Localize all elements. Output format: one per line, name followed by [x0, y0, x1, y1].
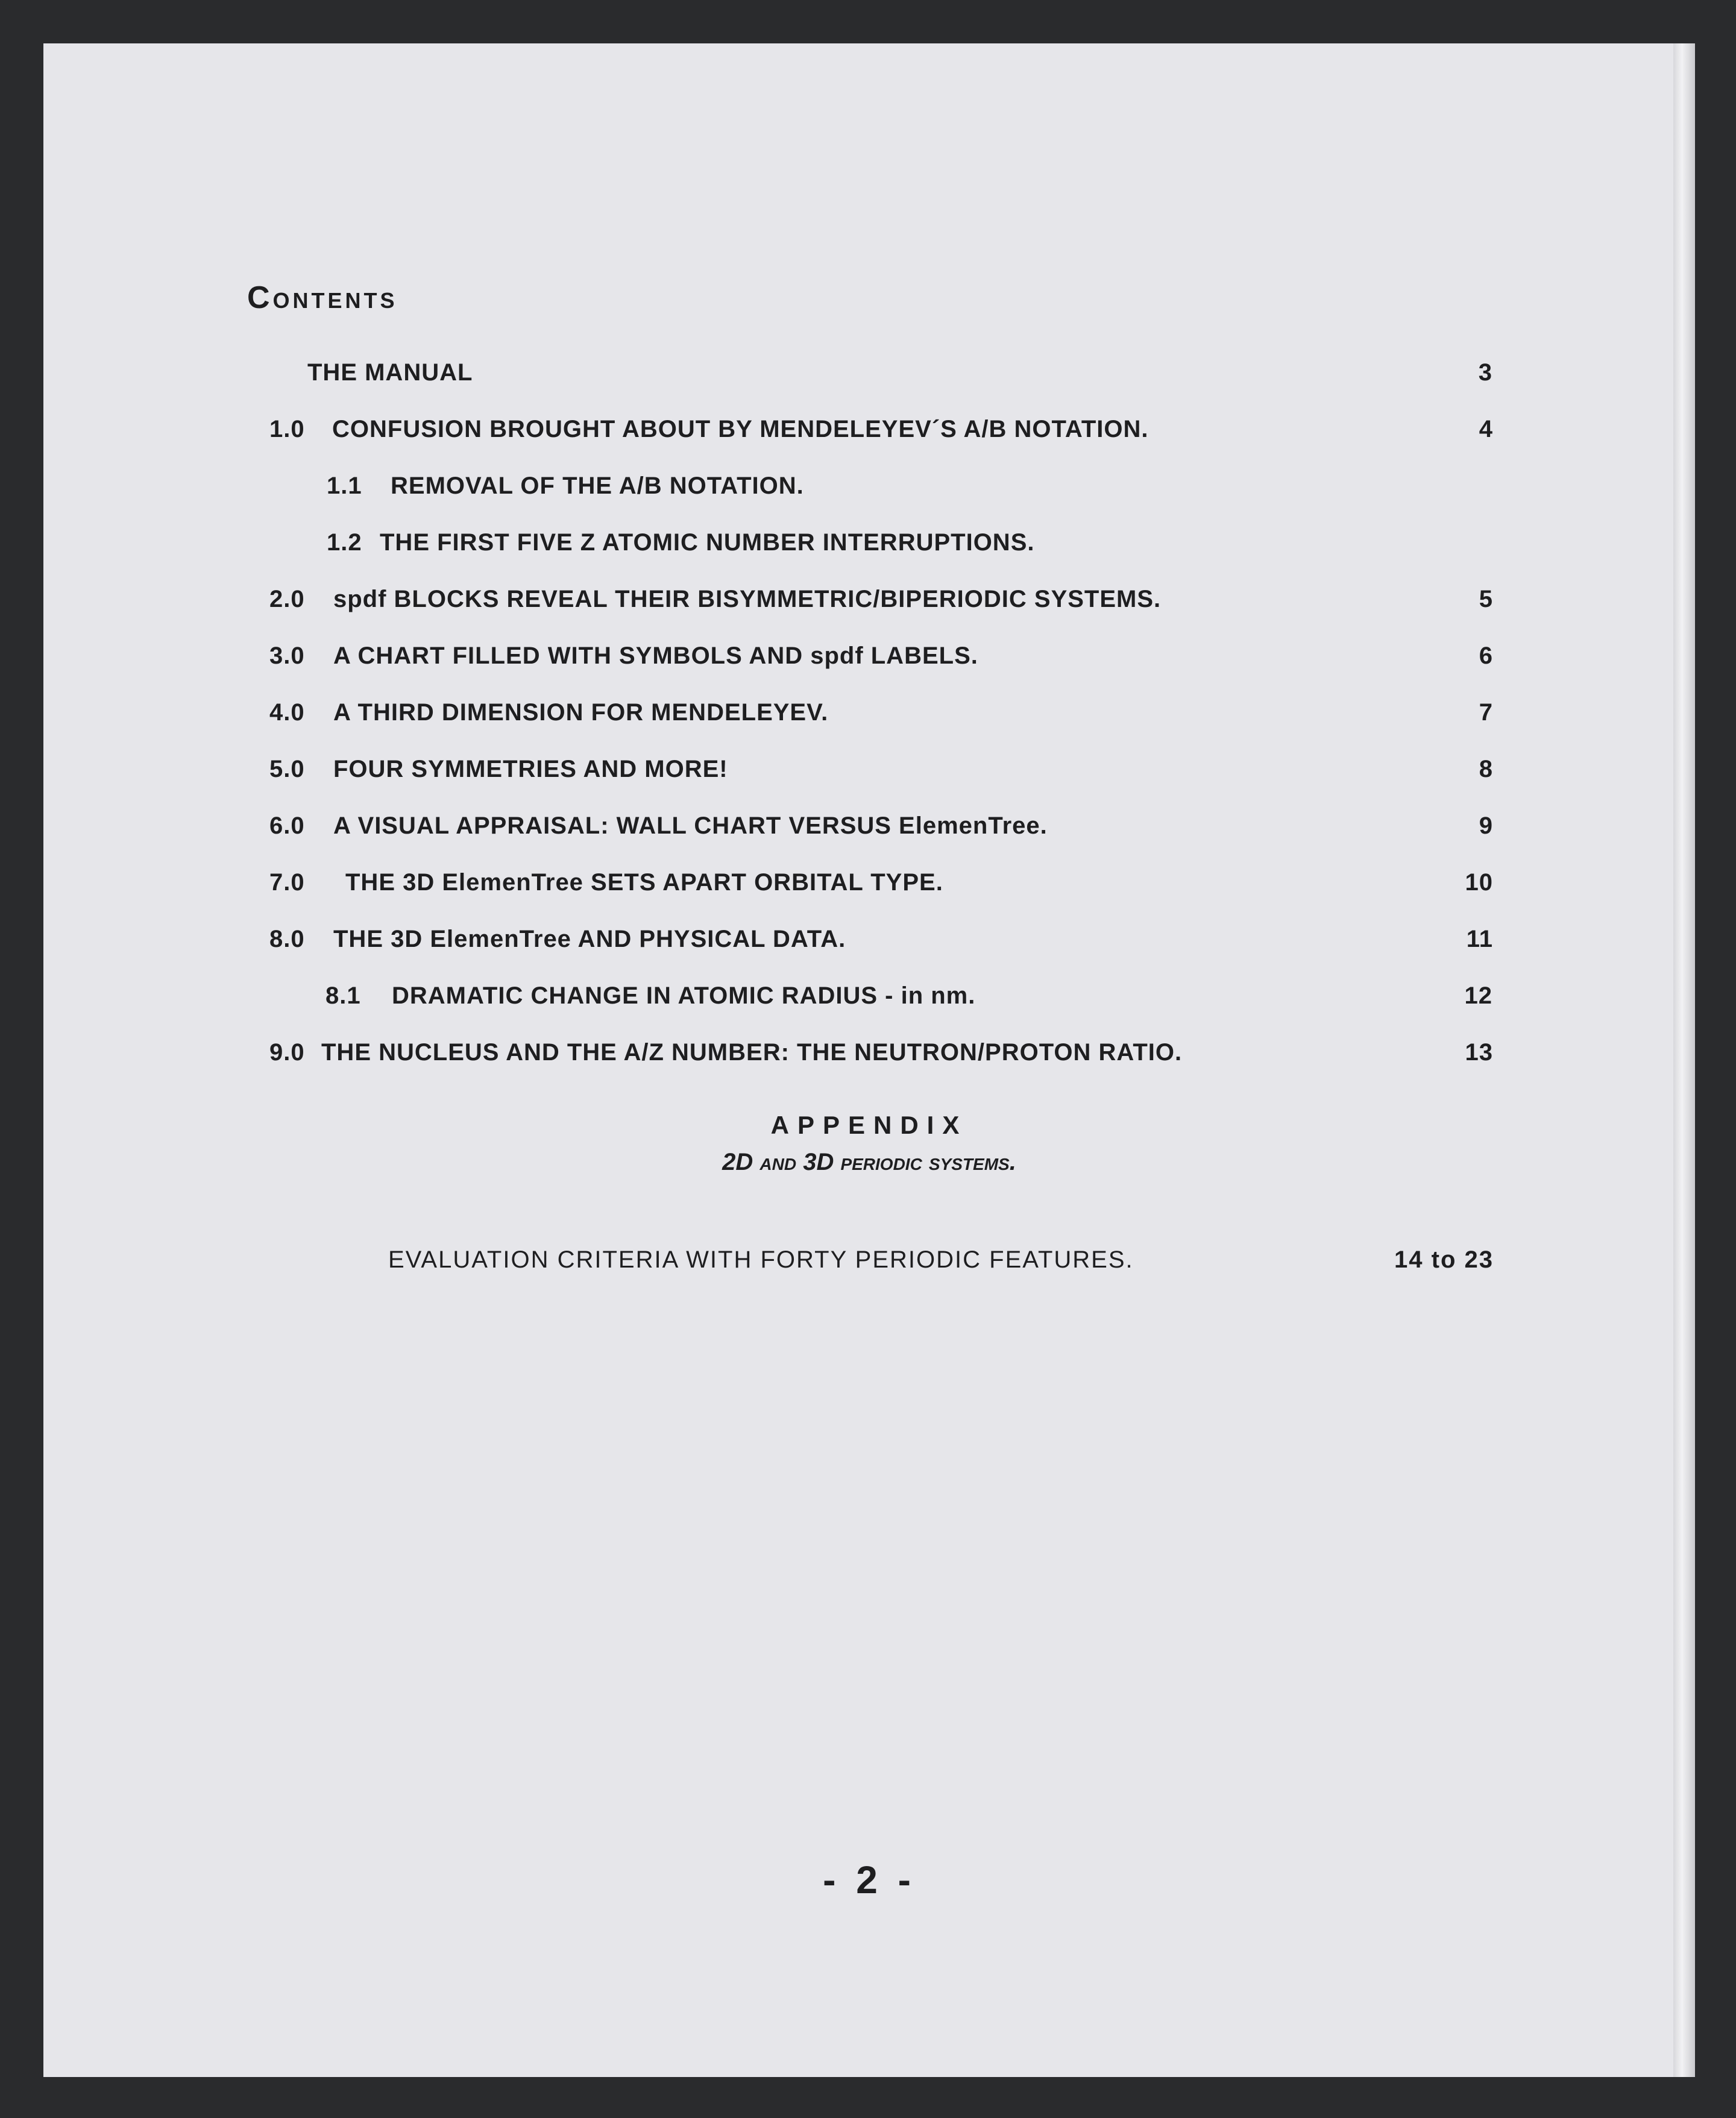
page-number: - 2 - — [823, 1858, 916, 1902]
toc-entry-title: EVALUATION CRITERIA WITH FORTY PERIODIC FEATURES. — [388, 1246, 1134, 1273]
toc-entry-page: 14 to 23 — [1394, 1246, 1494, 1273]
toc-entry — [269, 411, 1493, 447]
contents-heading: Contents — [247, 280, 398, 315]
toc-entry — [326, 978, 1492, 1014]
toc-entry-number: 4.0 — [269, 699, 305, 726]
toc-entry-title: DRAMATIC CHANGE IN ATOMIC RADIUS - in nm. — [392, 982, 976, 1009]
toc-entry-number: 1.2 — [327, 529, 362, 556]
toc-entry-number: 8.0 — [269, 926, 305, 952]
toc-entry-title: A VISUAL APPRAISAL: WALL CHART VERSUS ElemenTree. — [333, 812, 1048, 839]
toc-entry — [327, 524, 1492, 561]
toc-entry-title: THE MANUAL — [307, 359, 473, 386]
toc-entry-number: 6.0 — [269, 812, 305, 839]
toc-entry-page: 3 — [1478, 359, 1492, 386]
toc-entry — [307, 354, 1492, 391]
toc-entry — [269, 638, 1493, 674]
toc-entry-number: 1.0 — [269, 416, 305, 442]
toc-entry-title: THE FIRST FIVE Z ATOMIC NUMBER INTERRUPTIONS. — [380, 529, 1035, 556]
toc-entry-number: 7.0 — [269, 869, 305, 896]
appendix-evaluation-entry — [388, 1242, 1494, 1278]
toc-entry-page: 4 — [1479, 416, 1493, 442]
toc-entry-title: REMOVAL OF THE A/B NOTATION. — [391, 473, 804, 499]
toc-entry-number: 1.1 — [327, 473, 362, 499]
toc-entry-title: THE 3D ElemenTree SETS APART ORBITAL TYPE. — [345, 869, 943, 896]
toc-entry — [269, 808, 1493, 844]
toc-entry-page: 13 — [1465, 1039, 1493, 1066]
toc-entry-title: FOUR SYMMETRIES AND MORE! — [333, 756, 728, 782]
toc-entry — [327, 468, 1492, 504]
toc-entry-page: 8 — [1479, 756, 1493, 782]
toc-entry — [269, 921, 1493, 957]
document-page — [43, 43, 1695, 2077]
page-edge-shadow — [1673, 43, 1695, 2077]
toc-entry-number: 2.0 — [269, 586, 305, 612]
appendix-subtitle: 2D and 3D periodic systems. — [722, 1149, 1016, 1175]
toc-entry-title: A CHART FILLED WITH SYMBOLS AND spdf LABELS. — [333, 643, 978, 669]
toc-entry-title: THE 3D ElemenTree AND PHYSICAL DATA. — [333, 926, 846, 952]
toc-entry-page: 6 — [1479, 643, 1493, 669]
toc-entry — [269, 581, 1493, 617]
toc-entry-title: A THIRD DIMENSION FOR MENDELEYEV. — [333, 699, 829, 726]
toc-entry-page: 7 — [1479, 699, 1493, 726]
toc-entry — [269, 694, 1493, 731]
toc-entry-number: 9.0 — [269, 1039, 305, 1066]
toc-entry-title: THE NUCLEUS AND THE A/Z NUMBER: THE NEUTRON/PROTON RATIO. — [321, 1039, 1183, 1066]
toc-entry-page: 9 — [1479, 812, 1493, 839]
toc-entry-title: spdf BLOCKS REVEAL THEIR BISYMMETRIC/BIPERIODIC SYSTEMS. — [333, 586, 1162, 612]
toc-entry — [269, 751, 1493, 787]
toc-entry-number: 3.0 — [269, 643, 305, 669]
toc-entry-number: 8.1 — [326, 982, 361, 1009]
toc-entry-page: 5 — [1479, 586, 1493, 612]
toc-entry — [269, 1034, 1493, 1070]
toc-entry-page: 10 — [1465, 869, 1493, 896]
toc-entry-number: 5.0 — [269, 756, 305, 782]
toc-entry-title: CONFUSION BROUGHT ABOUT BY MENDELEYEV´S A/B NOTATION. — [332, 416, 1149, 442]
appendix-title: APPENDIX — [770, 1111, 968, 1139]
toc-entry-page: 11 — [1466, 926, 1493, 952]
toc-entry-page: 12 — [1464, 982, 1492, 1009]
toc-entry — [269, 864, 1493, 900]
